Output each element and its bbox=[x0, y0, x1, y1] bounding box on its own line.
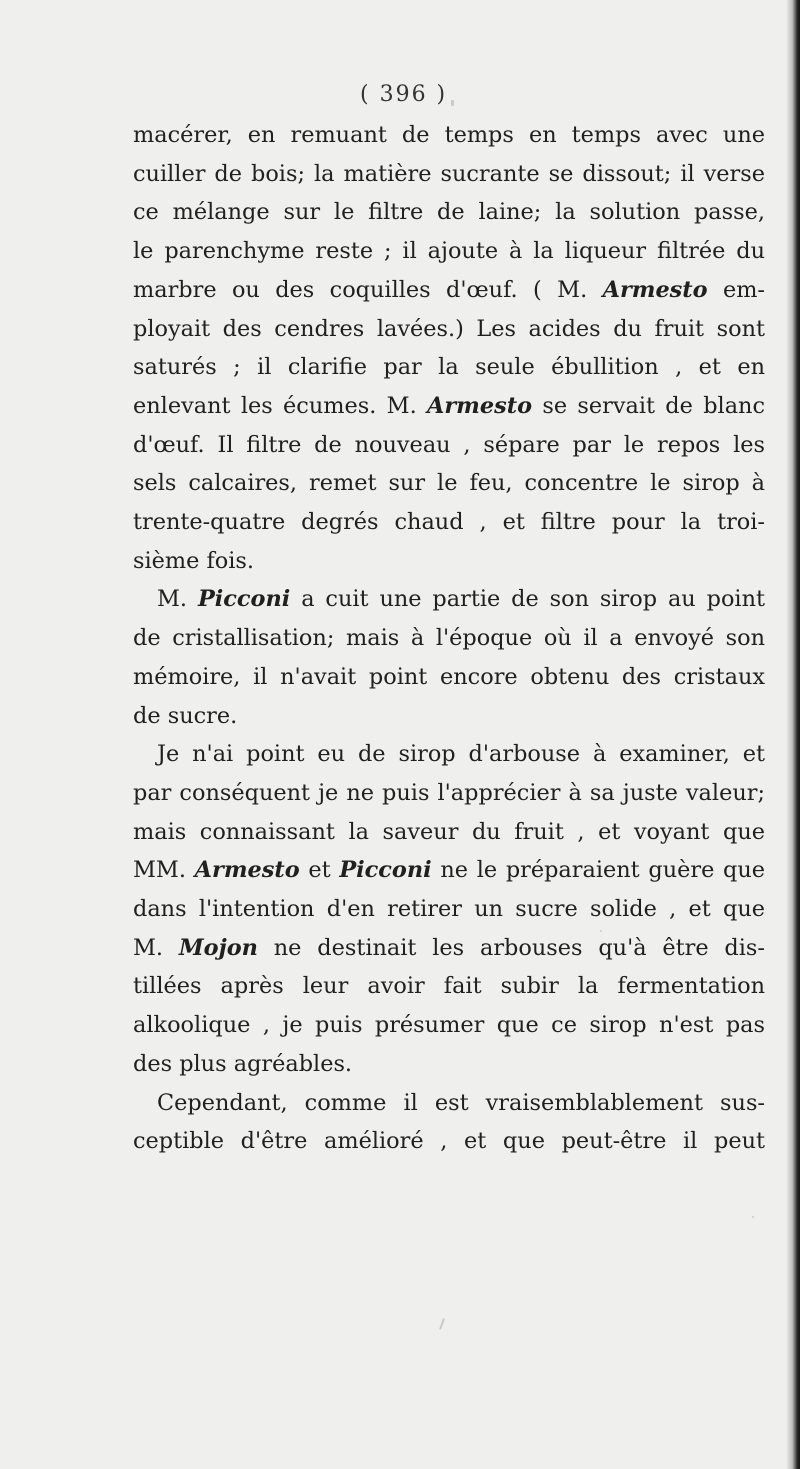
text-segment: de sucre. bbox=[133, 702, 238, 729]
text-segment: macérer, en remuant de temps en temps avec une bbox=[133, 122, 765, 148]
text-segment: tillées après leur avoir fait subir la fermentation bbox=[133, 973, 765, 1000]
text-segment: a cuit une partie de son sirop au point bbox=[290, 586, 766, 613]
text-segment: Cependant, comme il est vraisemblablement sus- bbox=[157, 1089, 765, 1116]
text-line bbox=[133, 619, 765, 658]
text-line bbox=[133, 1045, 765, 1084]
text-segment: ceptible d'être amélioré , et que peut-être il peut bbox=[133, 1128, 765, 1155]
text-line bbox=[133, 348, 765, 387]
italic-name: Armesto bbox=[602, 276, 708, 303]
text-line bbox=[133, 929, 765, 968]
text-line bbox=[133, 193, 765, 232]
text-segment: se servait de blanc bbox=[532, 392, 766, 419]
text-line bbox=[133, 735, 765, 774]
text-line bbox=[133, 658, 765, 697]
text-line bbox=[133, 1006, 765, 1045]
paper-speck bbox=[600, 930, 602, 932]
paper-speck bbox=[439, 1318, 445, 1330]
text-segment: mémoire, il n'avait point encore obtenu des cristaux bbox=[133, 663, 765, 690]
text-segment: marbre ou des coquilles d'œuf. ( M. bbox=[133, 276, 603, 303]
text-line bbox=[133, 503, 765, 542]
text-segment: ne le préparaient guère que bbox=[431, 857, 766, 884]
text-segment: cuiller de bois; la matière sucrante se dissout; il verse bbox=[133, 160, 765, 187]
italic-name: Armesto bbox=[427, 392, 533, 419]
text-line bbox=[133, 542, 765, 581]
italic-name: Picconi bbox=[339, 857, 432, 884]
text-segment: ce mélange sur le filtre de laine; la solution passe, bbox=[133, 199, 765, 226]
text-line bbox=[133, 580, 765, 619]
text-segment: Je n'ai point eu de sirop d'arbouse à examiner, et bbox=[157, 741, 765, 768]
text-segment: sième fois. bbox=[133, 547, 255, 574]
text-segment: le parenchyme reste ; il ajoute à la liqueur filtrée du bbox=[133, 238, 765, 265]
text-segment: M. bbox=[157, 586, 198, 613]
text-line bbox=[133, 813, 765, 852]
text-segment: MM. bbox=[133, 857, 195, 884]
text-line bbox=[133, 851, 765, 890]
text-line bbox=[133, 1084, 765, 1123]
text-line bbox=[133, 271, 765, 310]
text-segment: des plus agréables. bbox=[133, 1050, 353, 1077]
text-segment: alkoolique , je puis présumer que ce sirop n'est pas bbox=[133, 1012, 765, 1039]
italic-name: Armesto bbox=[194, 857, 300, 884]
text-line bbox=[133, 310, 765, 349]
text-line bbox=[133, 426, 765, 465]
text-line bbox=[133, 232, 765, 271]
text-line bbox=[133, 387, 765, 426]
text-line bbox=[133, 1122, 765, 1161]
text-segment: ployait des cendres lavées.) Les acides du fruit sont bbox=[133, 315, 765, 342]
italic-name: Picconi bbox=[197, 586, 291, 613]
text-line bbox=[133, 967, 765, 1006]
text-line bbox=[133, 890, 765, 929]
text-segment: d'œuf. Il filtre de nouveau , sépare par le repos les bbox=[133, 431, 765, 458]
paper-speck bbox=[451, 100, 454, 106]
text-segment: enlevant les écumes. M. bbox=[133, 392, 428, 419]
text-segment: dans l'intention d'en retirer un sucre solide , et que bbox=[133, 896, 765, 923]
paper-speck bbox=[752, 1216, 754, 1218]
text-segment: ne destinait les arbouses qu'à être dis- bbox=[257, 934, 765, 961]
italic-name: Mojon bbox=[178, 934, 258, 961]
page-edge-shadow bbox=[786, 0, 800, 1469]
text-segment: sels calcaires, remet sur le feu, concentre le sirop à bbox=[133, 470, 765, 497]
text-segment: mais connaissant la saveur du fruit , et voyant que bbox=[133, 818, 765, 845]
text-segment: de cristallisation; mais à l'époque où il a envoyé son bbox=[133, 625, 765, 652]
text-line bbox=[133, 116, 765, 155]
text-segment: et bbox=[299, 857, 340, 884]
text-line bbox=[133, 697, 765, 736]
page-number: ( 396 ) bbox=[360, 82, 448, 107]
text-segment: par conséquent je ne puis l'apprécier à sa juste valeur; bbox=[133, 779, 765, 806]
text-segment: M. bbox=[133, 934, 179, 961]
text-line bbox=[133, 155, 765, 194]
text-segment: saturés ; il clarifie par la seule ébullition , et en bbox=[133, 354, 765, 381]
text-line bbox=[133, 774, 765, 813]
text-segment: em- bbox=[707, 276, 765, 303]
body-text bbox=[133, 116, 765, 1161]
text-segment: trente-quatre degrés chaud , et filtre pour la troi- bbox=[133, 509, 765, 536]
text-line bbox=[133, 464, 765, 503]
